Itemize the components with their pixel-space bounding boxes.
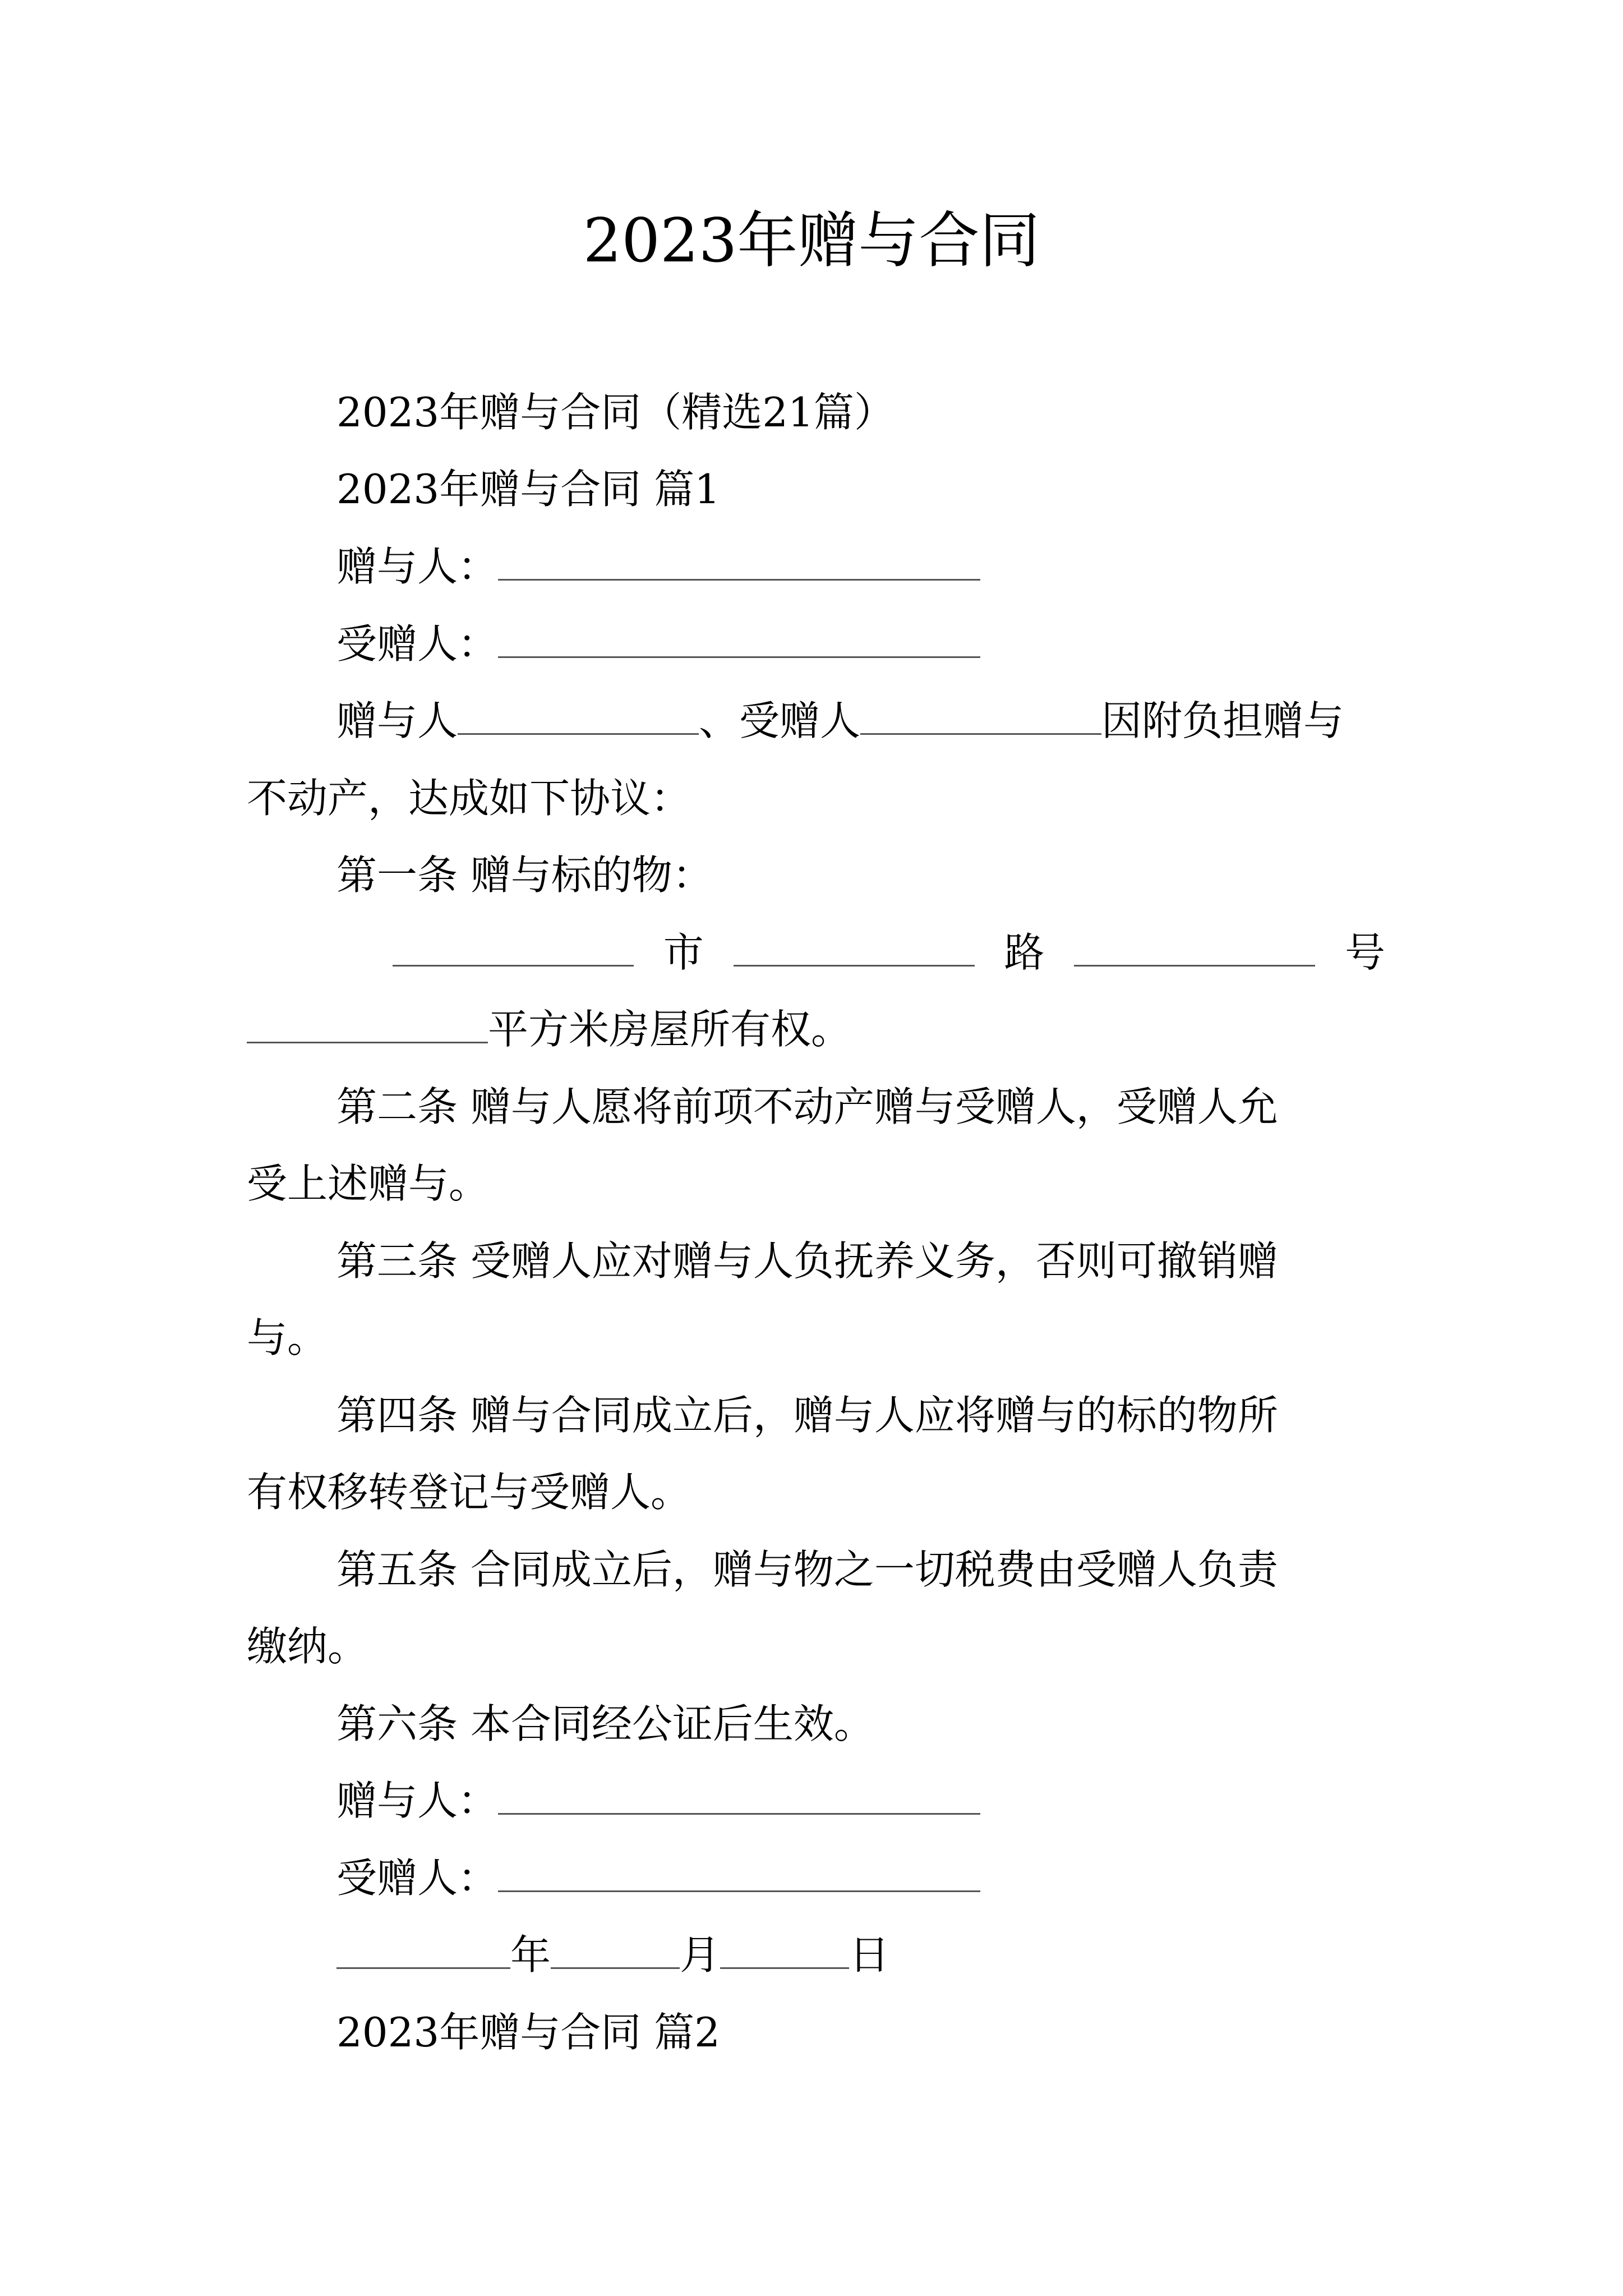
area-blank[interactable]: [247, 1004, 488, 1043]
article-1: 第一条 赠与标的物：: [336, 852, 713, 899]
road-label: 路: [1004, 929, 1045, 976]
article-2-line-2: 受上述赠与。: [247, 1160, 490, 1207]
month-label: 月: [680, 1931, 721, 1978]
day-label: 日: [849, 1931, 890, 1978]
intro-line-2: 不动产，达成如下协议：: [247, 775, 691, 822]
article-5-line-2: 缴纳。: [247, 1623, 368, 1670]
article-4-line-2: 有权移转登记与受赠人。: [247, 1469, 691, 1516]
day-blank[interactable]: [720, 1929, 849, 1969]
sign-donee-row: [336, 1847, 980, 1909]
city-blank[interactable]: [393, 927, 634, 967]
sign-donee-label: 受赠人：: [336, 1855, 499, 1902]
donor-field-row: [336, 536, 980, 597]
sign-donor-label: 赠与人：: [336, 1777, 499, 1824]
sign-donor-blank[interactable]: [498, 1775, 980, 1815]
city-label: 市: [663, 929, 704, 976]
section-heading-2: 2023年赠与合同 篇2: [336, 2009, 720, 2056]
date-row: [336, 1924, 889, 1986]
intro-donor: 赠与人: [336, 697, 458, 744]
year-label: 年: [510, 1931, 551, 1978]
address-row: [393, 922, 1385, 983]
intro-donor-blank[interactable]: [458, 695, 699, 735]
donor-blank[interactable]: [498, 541, 980, 581]
article-3-line-2: 与。: [247, 1314, 328, 1361]
intro-donee-blank[interactable]: [860, 695, 1101, 735]
intro-line-1: [336, 690, 1344, 752]
donee-field-row: [336, 613, 980, 675]
document-subtitle: 2023年赠与合同（精选21篇）: [336, 389, 895, 436]
article-3-line-1: 第三条 受赠人应对赠与人负抚养义务，否则可撤销赠: [336, 1237, 1278, 1285]
donee-blank[interactable]: [498, 618, 980, 658]
donee-label: 受赠人：: [336, 620, 499, 668]
sign-donee-blank[interactable]: [498, 1852, 980, 1892]
section-heading-1: 2023年赠与合同 篇1: [336, 466, 720, 513]
area-tail: 平方米房屋所有权。: [488, 1006, 852, 1053]
number-blank[interactable]: [1074, 927, 1315, 967]
intro-tail: 因附负担赠与: [1101, 697, 1344, 744]
area-row: [247, 999, 851, 1060]
article-4-line-1: 第四条 赠与合同成立后，赠与人应将赠与的标的物所: [336, 1392, 1278, 1439]
article-2-line-1: 第二条 赠与人愿将前项不动产赠与受赠人，受赠人允: [336, 1083, 1278, 1130]
article-5-line-1: 第五条 合同成立后，赠与物之一切税费由受赠人负责: [336, 1546, 1278, 1593]
intro-donee: 、受赠人: [699, 697, 861, 744]
document-title: 2023年赠与合同: [583, 206, 1040, 276]
number-label: 号: [1344, 929, 1385, 976]
donor-label: 赠与人：: [336, 543, 499, 590]
road-blank[interactable]: [734, 927, 975, 967]
article-6: 第六条 本合同经公证后生效。: [336, 1700, 874, 1747]
month-blank[interactable]: [551, 1929, 680, 1969]
year-blank[interactable]: [336, 1929, 510, 1969]
sign-donor-row: [336, 1770, 980, 1832]
